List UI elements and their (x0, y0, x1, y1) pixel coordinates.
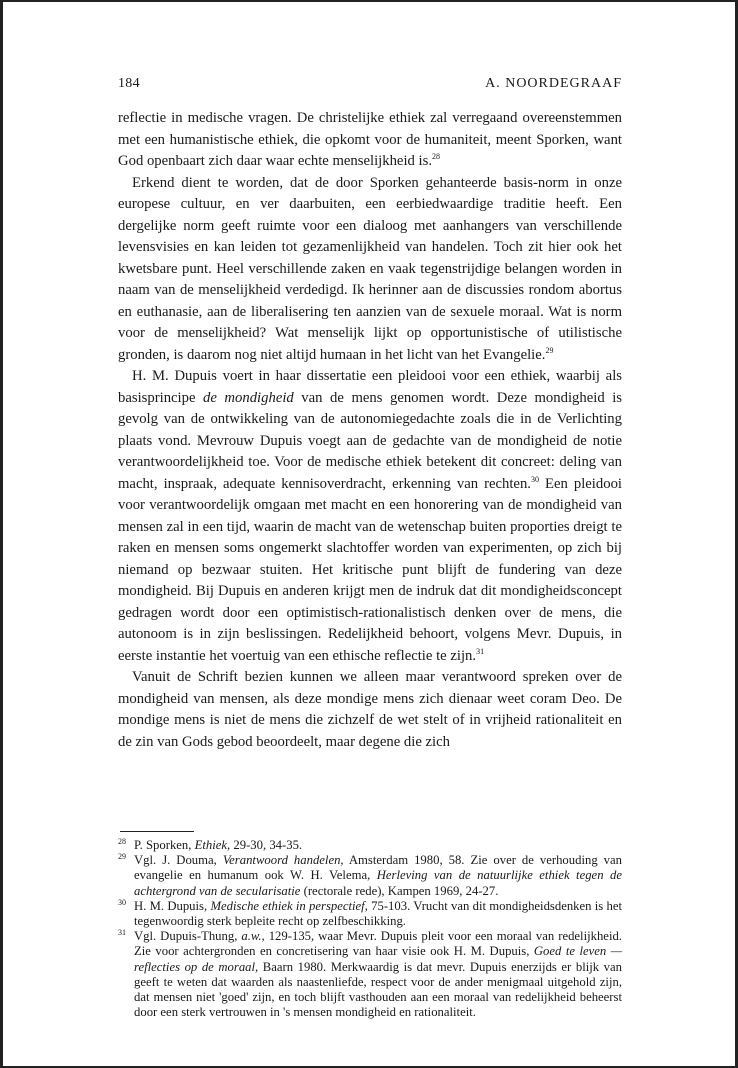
footnote-number: 30 (118, 897, 126, 907)
footnote-text: H. M. Dupuis, (134, 898, 211, 913)
page-frame-left (0, 0, 3, 1068)
footnote-text: 129-135, waar Mevr. Dupuis pleit voor een moraal van redelijkheid. Zie voor achtergronden en concretisering van haar visie ook H. M. Dupuis, (134, 929, 622, 959)
book-page (118, 76, 622, 1020)
footnote-text: Vgl. J. Douma, (134, 853, 223, 868)
paragraph-3 (118, 366, 622, 667)
footnote-30 (118, 899, 622, 929)
paragraph-text: H. M. Dupuis voert in haar dissertatie een pleidooi voor een ethiek, waarbij als basisprincipe (118, 368, 622, 406)
running-header (118, 76, 622, 92)
footnote-31 (118, 929, 622, 1020)
paragraph-text: reflectie in medische vragen. De christelijke ethiek zal verregaand overeenstemmen met een humanistische ethiek, die opkomt voor de humaniteit, meent Sporken, want God openbaart zich daar waar echte menselijkheid is. (118, 110, 622, 169)
running-author: A. NOORDEGRAAF (485, 76, 622, 91)
footnote-text: (rectorale rede), Kampen 1969, 24-27. (300, 883, 499, 898)
footnote-title: Goed te leven — reflecties op de moraal, (134, 944, 623, 974)
footnote-ref[interactable]: 28 (432, 152, 441, 162)
page-frame-top (0, 0, 738, 2)
footnote-title: Ethiek, (194, 838, 231, 852)
paragraph-text: van de mens genomen wordt. Deze mondigheid is gevolg van de ontwikkeling van de autonomiegedachte zoals die in de Verlichting plaats vond. Mevrouw Dupuis voegt aan de gedachte van de mondigheid de notie verantwoordelijkheid toe. Voor de medische ethiek betekent dit concreet: deling van macht, inspraak, adequate kennisoverdracht, erkenning van rechten. (118, 389, 622, 492)
paragraph-text: Erkend dient te worden, dat de door Sporken gehanteerde basis-norm in onze europese cultuur, en ver daarbuiten, een eerbiedwaardige traditie heeft. Een dergelijke norm geeft ruimte voor een dialoog met aanhangers van verschillende levensvisies en kan leiden tot gezamenlijkheid van handelen. Toch zit hier ook het kwetsbare punt. Heel verschillende zaken en vaak tegenstrijdige belangen worden in naam van de menselijkheid verdedigd. Ik herinner aan de discussies rondom abortus en euthanasie, aan de liberalisering ten aanzien van de sexuele moraal. Wat is norm voor de menselijkheid? Wat menselijk lijkt op opportunistische of utilistische gronden, is daarom nog niet altijd humaan in het licht van het Evangelie. (118, 174, 622, 363)
footnote-ref[interactable]: 31 (476, 646, 485, 656)
footnote-29 (118, 853, 622, 899)
paragraph-4 (118, 667, 622, 753)
paragraph-text: Vanuit de Schrift bezien kunnen we alleen maar verantwoord spreken over de mondigheid van mensen, als deze mondige mens zich dienaar weet coram Deo. De mondige mens is niet de mens die zichzelf de wet stelt of in vrijheid rationaliteit en de zin van Gods gebod beoordeelt, maar degene die zich (118, 669, 622, 750)
footnote-title: Herleving van de natuurlijke ethiek tegen de achtergrond van de secularisatie (134, 868, 622, 898)
footnote-text: Amsterdam 1980, 58. Zie over de verhouding van evangelie en humanum ook W. H. Velema, (134, 853, 622, 883)
footnote-text: Vgl. Dupuis-Thung, (134, 929, 242, 944)
footnote-title: Medische ethiek in perspectief, (210, 898, 368, 913)
footnote-text: Baarn 1980. Merkwaardig is dat mevr. Dupuis enerzijds er blijk van geeft te weten dat waarden als naastenliefde, respect voor de ander menigmaal uitgehold zijn, dat mensen niet 'goed' zijn, en toch blijft vasthouden aan een moraal van redelijkheid beheerst door een sterk vertrouwen in 's mensen mondigheid en rationaliteit. (134, 959, 622, 1020)
paragraph-emphasis: de mondigheid (203, 389, 294, 406)
footnote-ref[interactable]: 29 (545, 345, 554, 355)
footnote-number: 28 (118, 836, 126, 846)
footnote-number: 31 (118, 927, 126, 937)
footnote-separator (120, 831, 194, 832)
paragraph-2 (118, 173, 622, 367)
footnote-text: 29-30, 34-35. (230, 838, 303, 852)
main-text (118, 108, 622, 753)
footnotes (118, 838, 622, 1020)
footnote-title: Verantwoord handelen, (222, 853, 344, 868)
footnote-title: a.w., (241, 929, 265, 944)
page-number: 184 (118, 76, 140, 91)
footnote-text: P. Sporken, (134, 838, 195, 852)
footnote-ref[interactable]: 30 (530, 474, 539, 484)
footnote-text: 75-103. Vrucht van dit mondigheidsdenken is het tegenwoordig sterk bepleite recht op zelfbeschikking. (134, 898, 623, 929)
paragraph-1 (118, 108, 622, 173)
footnote-number: 29 (118, 851, 126, 861)
footnote-28 (118, 838, 622, 853)
paragraph-text: Een pleidooi voor verantwoordelijk omgaan met macht en een honorering van de mondigheid van mensen zal in een tijd, waarin de macht van de wetenschap buiten proporties dreigt te raken en mensen soms ongemerkt slachtoffer worden van experimenten, op zich bij niemand op bezwaar stuiten. Het kritische punt blijft de fundering van deze mondigheid. Bij Dupuis en anderen krijgt men de indruk dat dit mondigheidsconcept gedragen wordt door een optimistisch-rationalistisch denken over de mens, die autonoom is in zijn beslissingen. Redelijkheid behoort, volgens Mevr. Dupuis, in eerste instantie het voertuig van een ethische reflectie te zijn. (118, 475, 622, 664)
